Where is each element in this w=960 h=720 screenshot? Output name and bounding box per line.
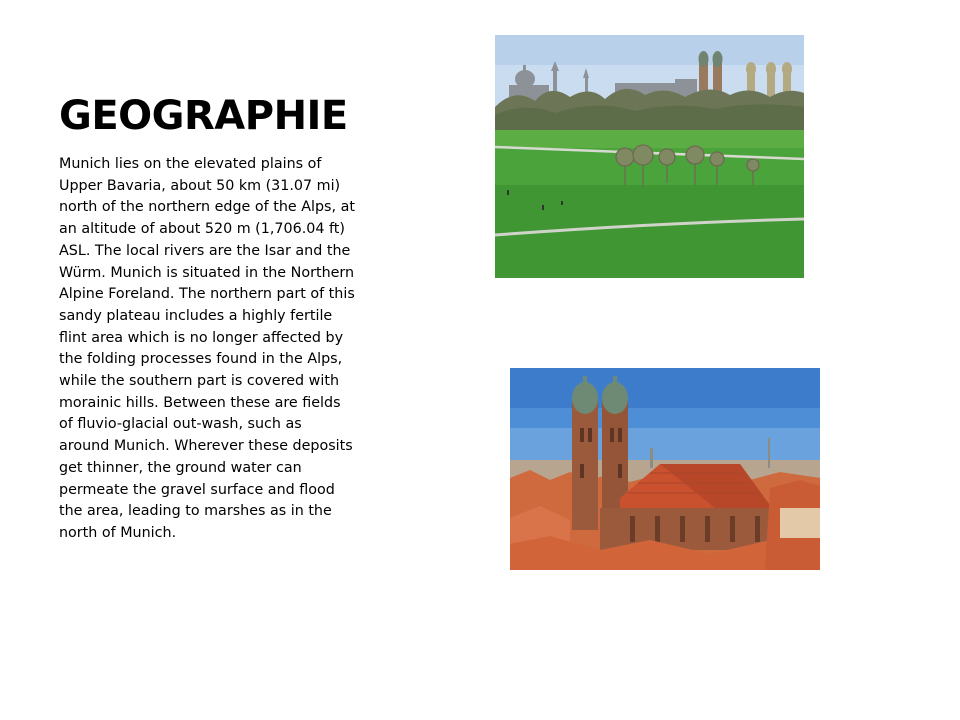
park-skyline-photo <box>495 35 804 278</box>
slide-title: GEOGRAPHIE <box>59 93 348 139</box>
slide-body-text: Munich lies on the elevated plains of Upper Bavaria, about 50 km (31.07 mi) north of the northern edge of the Alps, at an altitude of about 520 m (1,706.04 ft) ASL. The local rivers are the Isar and the Würm. Munich is situated in the Northern Alpine Foreland. The northern part of this sandy plateau includes a highly fertile flint area which is no longer affected by the folding processes found in the Alps, while the southern part is covered with morainic hills. Between these are fields of fluvio-glacial out-wash, such as around Munich. Wherever these deposits get thinner, the ground water can permeate the gravel surface and flood the area, leading to marshes as in the north of Munich. <box>59 156 355 541</box>
cathedral-photo <box>510 368 820 570</box>
